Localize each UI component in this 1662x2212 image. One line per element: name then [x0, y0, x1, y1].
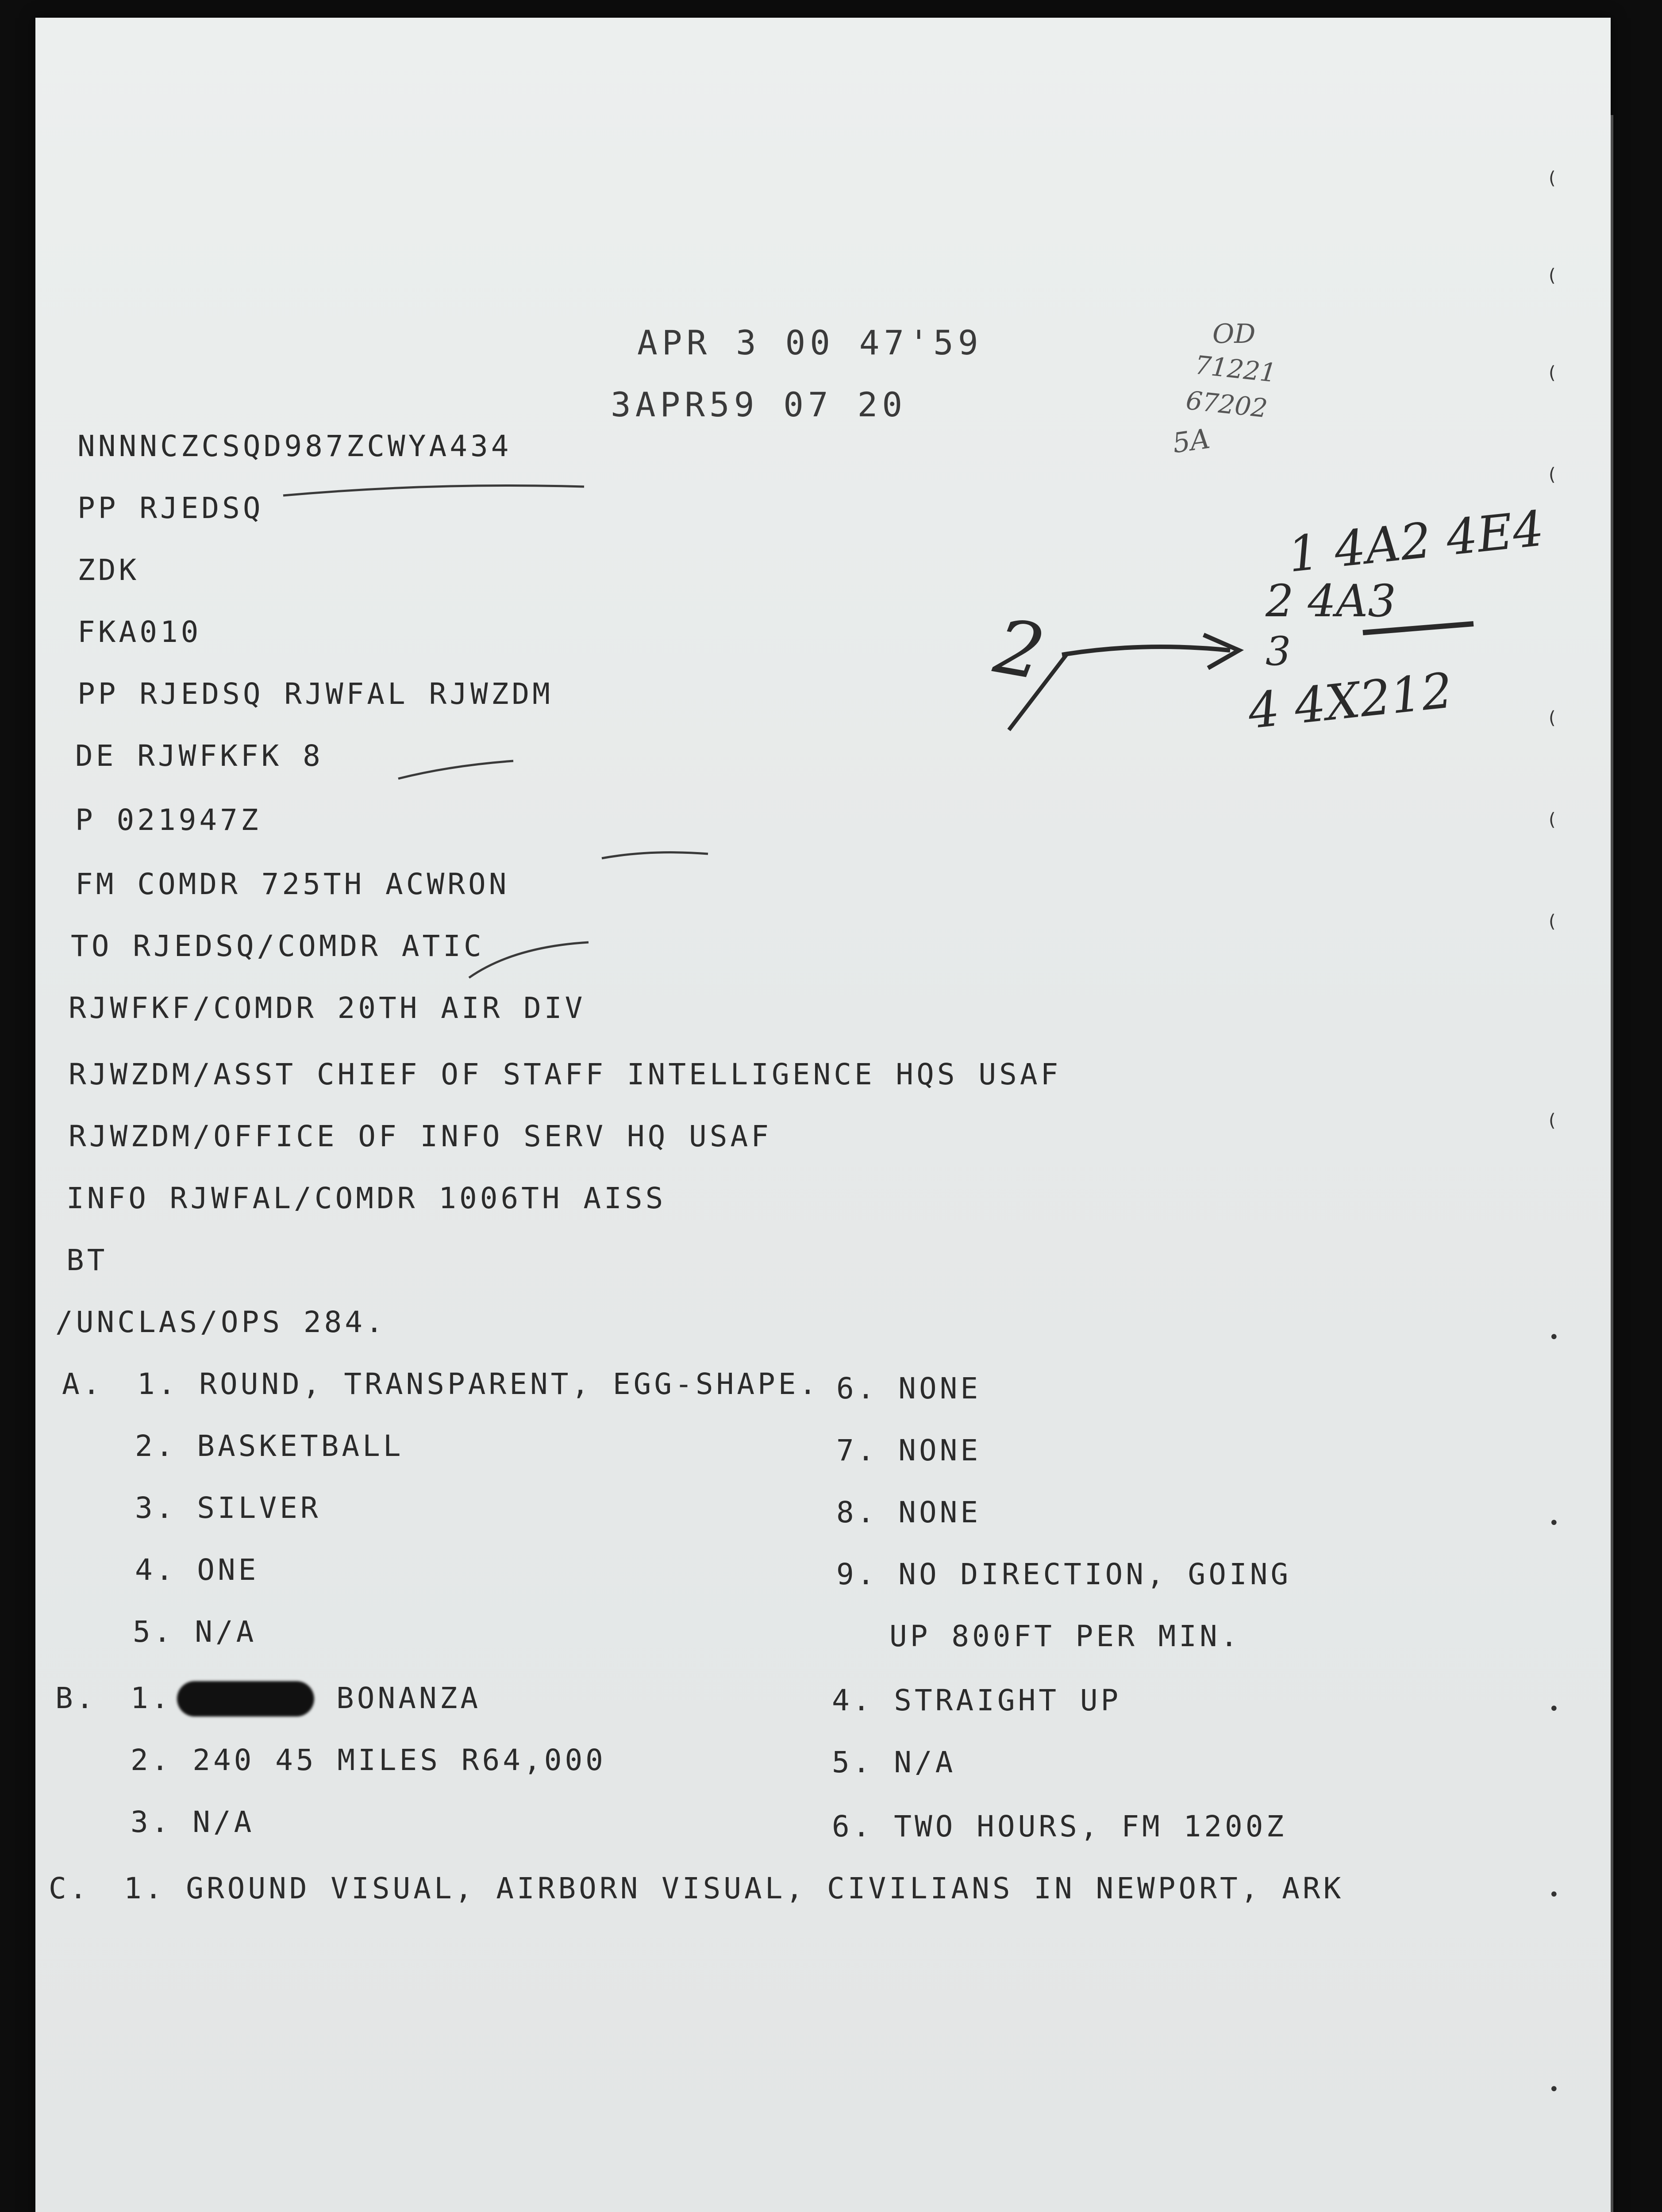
header-line-12: RJWZDM/OFFICE OF INFO SERV HQ USAF: [69, 1119, 772, 1153]
header-line-2: PP RJEDSQ: [77, 491, 264, 525]
received-stamp-line2: 3APR59 07 20: [611, 385, 907, 424]
section-a-item-9-cont: UP 800FT PER MIN.: [889, 1619, 1241, 1653]
punch-mark: (: [1549, 465, 1556, 485]
punch-mark: (: [1549, 708, 1556, 728]
section-b-item-5: 5. N/A: [832, 1745, 956, 1779]
header-line-14: BT: [66, 1243, 108, 1277]
punch-mark: •: [1549, 1699, 1559, 1719]
section-a-item-9: 9. NO DIRECTION, GOING: [836, 1557, 1292, 1591]
section-b-item-4: 4. STRAIGHT UP: [832, 1683, 1122, 1717]
header-line-9: TO RJEDSQ/COMDR ATIC: [71, 929, 485, 963]
header-line-15: /UNCLAS/OPS 284.: [55, 1305, 386, 1339]
header-line-11: RJWZDM/ASST CHIEF OF STAFF INTELLIGENCE HQS USAF: [69, 1057, 1062, 1091]
handwritten-number-4: 4 4X212: [1245, 662, 1455, 740]
section-a-item-8: 8. NONE: [836, 1495, 981, 1529]
punch-mark: •: [1549, 1327, 1559, 1348]
section-b-item-2: 2. 240 45 MILES R64,000: [131, 1743, 606, 1777]
section-a-item-1: 1. ROUND, TRANSPARENT, EGG-SHAPE.: [137, 1367, 820, 1401]
punch-mark: •: [1549, 1885, 1559, 1905]
punch-mark: (: [1549, 363, 1556, 383]
handwritten-number-3: 3: [1266, 628, 1291, 675]
page-edge-rule: [1611, 115, 1613, 2212]
header-line-10: RJWFKF/COMDR 20TH AIR DIV: [69, 991, 586, 1025]
handwritten-number-1: 1 4A2 4E4: [1285, 500, 1547, 583]
header-line-13: INFO RJWFAL/COMDR 1006TH AISS: [66, 1181, 666, 1215]
redaction-mark: [177, 1681, 314, 1717]
handwritten-note-4: 5A: [1170, 422, 1212, 460]
section-b-item-1-prefix: 1.: [131, 1681, 172, 1715]
handwritten-note-2: 71221: [1193, 349, 1278, 388]
section-a-item-4: 4. ONE: [135, 1553, 259, 1587]
header-line-5: PP RJEDSQ RJWFAL RJWZDM: [77, 677, 553, 711]
header-line-1: NNNNCZCSQD987ZCWYA434: [77, 429, 512, 463]
section-a-item-2: 2. BASKETBALL: [135, 1429, 404, 1463]
handwritten-number-2: 2 4A3: [1266, 575, 1396, 627]
section-b-item-1-suffix: BONANZA: [336, 1681, 481, 1715]
header-line-4: FKA010: [77, 615, 202, 649]
section-a-item-6: 6. NONE: [836, 1371, 981, 1406]
section-c-label: C.: [49, 1871, 90, 1905]
punch-mark: (: [1549, 911, 1556, 932]
header-line-3: ZDK: [77, 553, 140, 587]
punch-mark: (: [1549, 810, 1556, 830]
punch-mark: (: [1549, 1110, 1556, 1131]
section-a-item-5: 5. N/A: [133, 1615, 257, 1649]
received-stamp-line1: APR 3 00 47'59: [637, 323, 983, 362]
punch-mark: •: [1549, 1513, 1559, 1533]
section-b-label: B.: [55, 1681, 97, 1715]
section-a-item-3: 3. SILVER: [135, 1491, 321, 1525]
header-line-7: P 021947Z: [75, 803, 262, 837]
section-b-item-6: 6. TWO HOURS, FM 1200Z: [832, 1809, 1287, 1843]
punch-mark: (: [1549, 168, 1556, 188]
handwritten-note-3: 67202: [1184, 385, 1269, 424]
header-line-6: DE RJWFKFK 8: [75, 739, 323, 773]
document-page: [35, 18, 1611, 2212]
handwritten-margin-mark: 2: [988, 603, 1051, 697]
punch-mark: (: [1549, 265, 1556, 286]
section-c-item-1: 1. GROUND VISUAL, AIRBORN VISUAL, CIVILIANS IN NEWPORT, ARK: [124, 1871, 1344, 1905]
handwritten-note-1: OD: [1212, 319, 1256, 349]
punch-mark: •: [1549, 2079, 1559, 2100]
section-a-item-7: 7. NONE: [836, 1433, 981, 1467]
section-b-item-3: 3. N/A: [131, 1805, 255, 1839]
header-line-8: FM COMDR 725TH ACWRON: [75, 867, 510, 901]
section-a-label: A.: [62, 1367, 104, 1401]
